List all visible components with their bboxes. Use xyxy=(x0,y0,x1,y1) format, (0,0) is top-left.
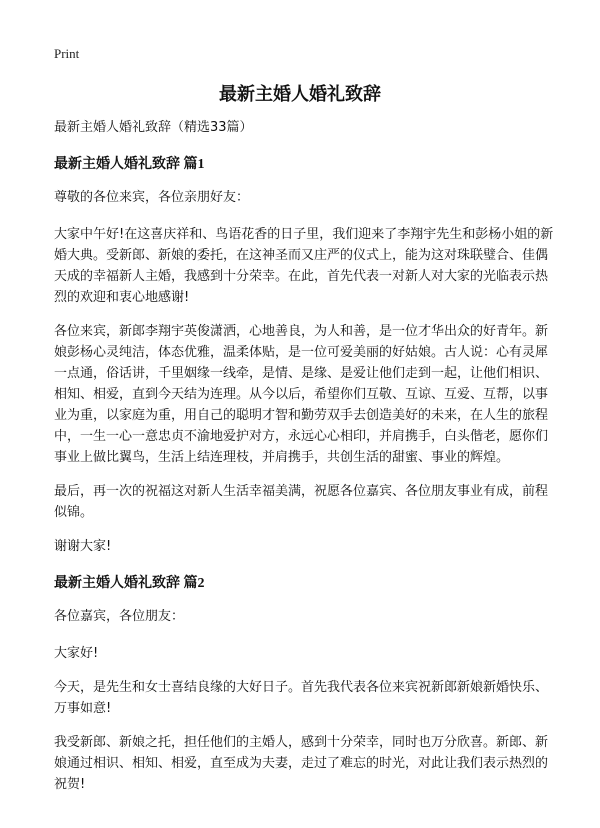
document-title: 最新主婚人婚礼致辞 xyxy=(219,84,381,105)
closing-paragraph: 最后，再一次的祝福这对新人生活幸福美满，祝愿各位嘉宾、各位朋友事业有成，前程似锦。 xyxy=(54,484,549,520)
body-paragraph: 我受新郎、新娘之托，担任他们的主婚人，感到十分荣幸，同时也万分欣喜。新郎、新娘通过相识、相知、相爱，直至成为夫妻，走过了难忘的时光，对此让我们表示热烈的祝贺! xyxy=(54,735,549,792)
greeting-paragraph: 大家中午好!在这喜庆祥和、鸟语花香的日子里，我们迎来了李翔宇先生和彭杨小姐的新婚大典。受新郎、新娘的委托，在这神圣而又庄严的仪式上，能为这对珠联璧合、佳偶天成的幸福新人主婚，我感到十分荣幸。在此，首先代表一对新人对大家的光临表示热烈的欢迎和衷心地感谢! xyxy=(54,227,554,305)
thanks-paragraph: 谢谢大家! xyxy=(54,539,112,554)
salutation-paragraph: 各位嘉宾，各位朋友： xyxy=(54,609,185,624)
salutation-paragraph: 尊敬的各位来宾，各位亲朋好友： xyxy=(54,190,250,205)
section-heading-2: 最新主婚人婚礼致辞 篇2 xyxy=(54,576,205,591)
document-body xyxy=(54,117,558,795)
print-link[interactable]: Print xyxy=(54,46,80,61)
body-paragraph: 各位来宾，新郎李翔宇英俊潇洒，心地善良，为人和善，是一位才华出众的好青年。新娘彭杨心灵纯洁，体态优雅，温柔体贴，是一位可爱美丽的好姑娘。古人说：心有灵犀一点通，俗话讲，千里姻缘一线牵，是情、是缘、是爱让他们走到一起，让他们相识、相知、相爱，直到今天结为连理。从今以后，希望你们互敬、互谅、互爱、互帮，以事业为重，以家庭为重，用自己的聪明才智和勤劳双手去创造美好的未来，在人生的旅程中，一生一心一意忠贞不渝地爱护对方，永远心心相印，并肩携手，白头偕老，愿你们事业上做比翼鸟，生活上结连理枝，并肩携手，共创生活的甜蜜、事业的辉煌。 xyxy=(54,324,549,465)
document-subtitle: 最新主婚人婚礼致辞（精选33篇） xyxy=(54,120,253,135)
greeting-paragraph: 大家好! xyxy=(54,646,99,661)
body-paragraph: 今天，是先生和女士喜结良缘的大好日子。首先我代表各位来宾祝新郎新娘新婚快乐、万事如意! xyxy=(54,680,549,716)
section-heading-1: 最新主婚人婚礼致辞 篇1 xyxy=(54,157,205,172)
